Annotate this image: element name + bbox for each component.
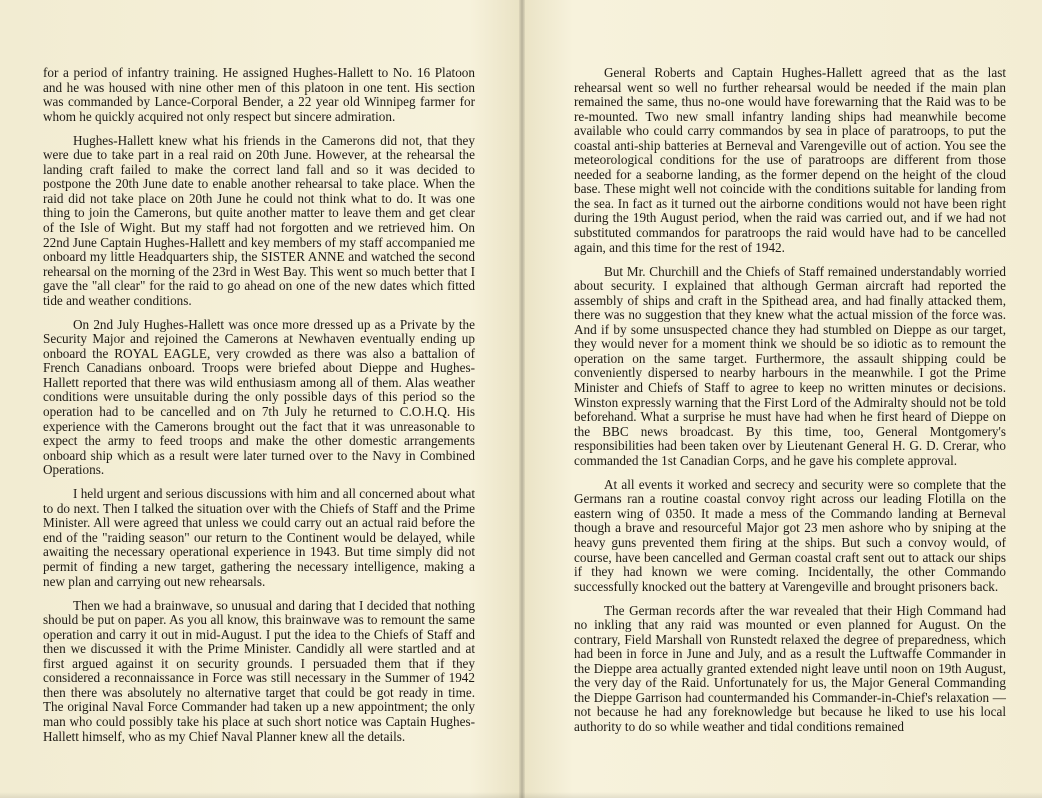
paragraph: But Mr. Churchill and the Chiefs of Staff remained understandably worried about security. I explained that although German aircraft had reported the assembly of ships and craft in the Spithead area, and had finally attacked them, there was no suggestion that they knew what the actual mission of the force was. And if by some unsuspected chance they had stumbled on Dieppe as our target, they would never for a moment think we should be so idiotic as to remount the operation on the same target. Furthermore, the assault shipping could be conveniently dispersed to nearby harbours in the meanwhile. I got the Prime Minister and Chiefs of Staff to agree to keep no written minutes or decisions. Winston expressly warning that the First Lord of the Admiralty should not be told beforehand. What a surprise he must have had when he first heard of Dieppe on the BBC news broadcast. By this time, too, General Montgomery's responsibilities had been taken over by Lieutenant General H. G. D. Crerar, who commanded the 1st Canadian Corps, and he gave his complete approval.: [574, 263, 1006, 468]
book-gutter: [519, 0, 525, 798]
page-bottom-edge: [0, 792, 1042, 798]
paragraph: Then we had a brainwave, so unusual and daring that I decided that nothing should be put on paper. As you all know, this brainwave was to remount the same operation and carry it out in mid-August. I put the idea to the Chiefs of Staff and then we discussed it with the Prime Minister. Candidly all were startled and at first argued against it on security grounds. I persuaded them that if they considered a reconnaissance in Force was still necessary in the Summer of 1942 then there was absolutely no alternative target that could be got ready in time. The original Naval Force Commander had taken up a new appointment; the only man who could possibly take his place at such short notice was Captain Hughes-Hallett himself, who as my Chief Naval Planner knew all the details.: [43, 597, 475, 744]
left-page: [43, 66, 475, 754]
paragraph: On 2nd July Hughes-Hallett was once more dressed up as a Private by the Security Major and rejoined the Camerons at Newhaven eventually ending up onboard the ROYAL EAGLE, very crowded as there was also a battalion of French Canadians onboard. Troops were briefed about Dieppe and Hughes-Hallett reported that there was wild enthusiasm among all of them. Alas weather conditions were unsuitable during the only possible days of this period so the operation had to be cancelled and on 7th July he returned to C.O.H.Q. His experience with the Camerons brought out the fact that it was unreasonable to expect the army to feed troops and make the other domestic arrangements onboard ship which as a result were later turned over to the Navy in Combined Operations.: [43, 316, 475, 478]
paragraph: The German records after the war revealed that their High Command had no inkling that any raid was mounted or even planned for August. On the contrary, Field Marshall von Runstedt relaxed the degree of preparedness, which had been in force in June and July, and as a result the Luftwaffe Commander in the Dieppe area actually granted extended night leave until noon on 19th August, the very day of the Raid. Unfortunately for us, the Major General Commanding the Dieppe Garrison had countermanded his Commander-in-Chief's relaxation — not because he had any foreknowledge but because he liked to use his local authority to do so while weather and tidal conditions remained: [574, 602, 1006, 735]
paragraph: Hughes-Hallett knew what his friends in the Camerons did not, that they were due to take part in a real raid on 20th June. However, at the rehearsal the landing craft failed to make the correct land fall and so it was decided to postpone the 20th June date to enable another rehearsal to take place. When the raid did not take place on 20th June he could not think what to do. It was one thing to join the Camerons, but quite another matter to leave them and get clear of the Isle of Wight. But my staff had not forgotten and we retrieved him. On 22nd June Captain Hughes-Hallett and key members of my staff accompanied me onboard my little Headquarters ship, the SISTER ANNE and watched the second rehearsal on the morning of the 23rd in West Bay. This went so much better that I gave the "all clear" for the raid to go ahead on one of the new dates which fitted tide and weather conditions.: [43, 132, 475, 308]
paragraph: for a period of infantry training. He assigned Hughes-Hallett to No. 16 Platoon and he was housed with nine other men of this platoon in one tent. His section was commanded by Lance-Corporal Bender, a 22 year old Winnipeg farmer for whom he quickly acquired not only respect but sincere admiration.: [43, 65, 475, 124]
paragraph: At all events it worked and secrecy and security were so complete that the Germans ran a routine coastal convoy right across our leading Flotilla on the eastern wing of 0350. It made a mess of the Commando landing at Berneval though a brave and resourceful Major got 23 men ashore who by sniping at the heavy guns prevented them firing at the ships. But such a convoy would, of course, have been cancelled and German coastal craft sent out to attack our ships if they had known we were coming. Incidentally, the other Commando successfully knocked out the battery at Varengeville and brought prisoners back.: [574, 476, 1006, 594]
paragraph: I held urgent and serious discussions with him and all concerned about what to do next. Then I talked the situation over with the Chiefs of Staff and the Prime Minister. All were agreed that unless we could carry out an actual raid before the end of the "raiding season" our return to the Continent would be delayed, while awaiting the necessary operational experience in 1943. But time simply did not permit of finding a new target, gathering the necessary intelligence, making a new plan and carrying out new rehearsals.: [43, 486, 475, 589]
paragraph: General Roberts and Captain Hughes-Hallett agreed that as the last rehearsal went so well no further rehearsal would be needed if the main plan remained the same, thus no-one would have forewarning that the Raid was to be re-mounted. Two new small infantry landing ships had meanwhile become available who could carry commandos by sea in place of paratroops, to put the coastal anti-ship batteries at Berneval and Varengeville out of action. You see the meteorological conditions for the use of paratroops are different from those needed for a seaborne landing, as the former depend on the height of the cloud base. These might well not coincide with the conditions suitable for landing from the sea. In fact as it turned out the airborne conditions would not have been right during the 19th August period, when the raid was carried out, and if we had not substituted commandos for paratroops the raid would have had to be cancelled again, and this time for the rest of 1942.: [574, 65, 1006, 255]
right-page: [574, 66, 1006, 744]
